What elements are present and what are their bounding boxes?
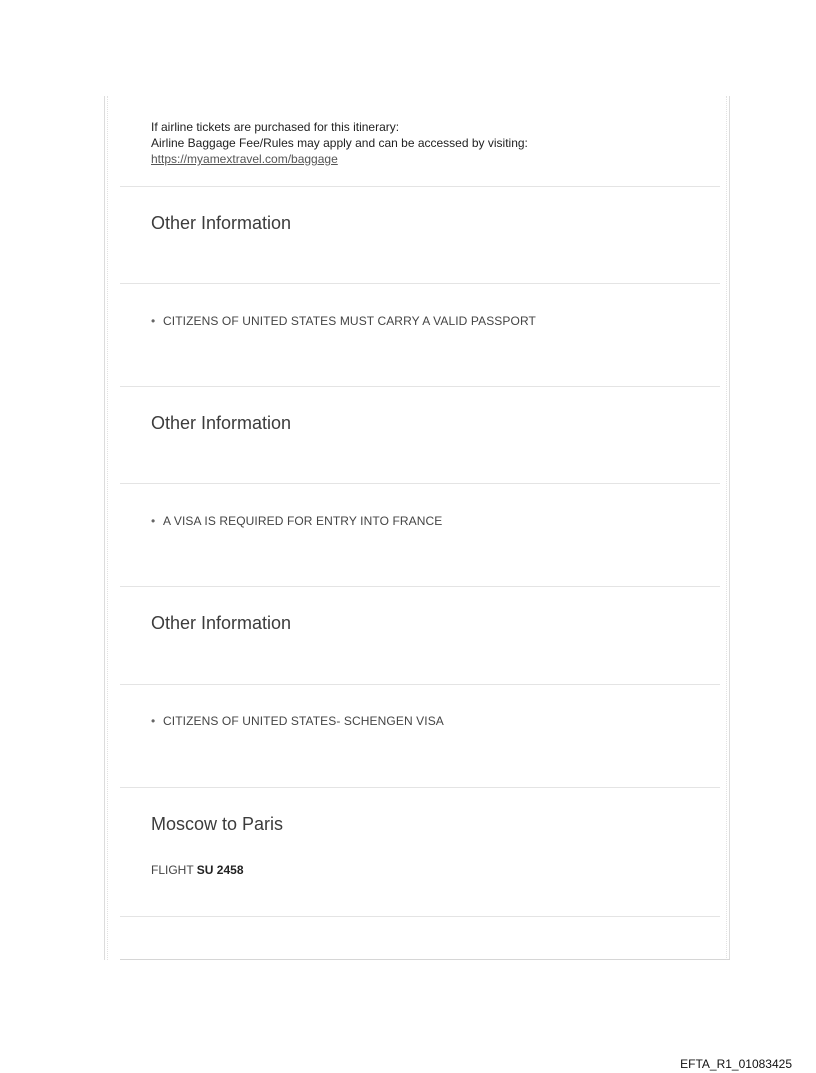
section-divider xyxy=(120,916,720,917)
baggage-link[interactable]: https://myamextravel.com/baggage xyxy=(151,152,338,166)
frame-bottom-border xyxy=(120,959,730,960)
section-divider xyxy=(120,186,720,187)
section-divider xyxy=(120,283,720,284)
baggage-notice-line-2: Airline Baggage Fee/Rules may apply and can be accessed by visiting: xyxy=(151,136,528,150)
baggage-notice xyxy=(151,119,528,167)
info-item-text: A VISA IS REQUIRED FOR ENTRY INTO FRANCE xyxy=(163,514,443,528)
info-item-passport xyxy=(151,313,536,329)
section-divider xyxy=(120,586,720,587)
bullet-icon: • xyxy=(151,314,156,328)
section-divider xyxy=(120,386,720,387)
flight-label: FLIGHT xyxy=(151,863,194,877)
section-title-other-information: Other Information xyxy=(151,413,292,433)
info-item-text: CITIZENS OF UNITED STATES- SCHENGEN VISA xyxy=(163,714,444,728)
section-divider xyxy=(120,684,720,685)
baggage-notice-line-1: If airline tickets are purchased for this itinerary: xyxy=(151,120,400,134)
section-title-other-information: Other Information xyxy=(151,613,292,633)
bullet-icon: • xyxy=(151,714,156,728)
info-item-text: CITIZENS OF UNITED STATES MUST CARRY A VALID PASSPORT xyxy=(163,314,536,328)
section-divider xyxy=(120,787,720,788)
section-divider xyxy=(120,483,720,484)
flight-route-title: Moscow to Paris xyxy=(151,814,284,834)
document-id: EFTA_R1_01083425 xyxy=(680,1057,792,1071)
bullet-icon: • xyxy=(151,514,156,528)
flight-number-line xyxy=(151,862,244,878)
flight-number: SU 2458 xyxy=(196,863,244,877)
info-item-visa-france xyxy=(151,513,442,529)
section-title-other-information: Other Information xyxy=(151,213,292,233)
info-item-schengen-visa xyxy=(151,713,444,729)
